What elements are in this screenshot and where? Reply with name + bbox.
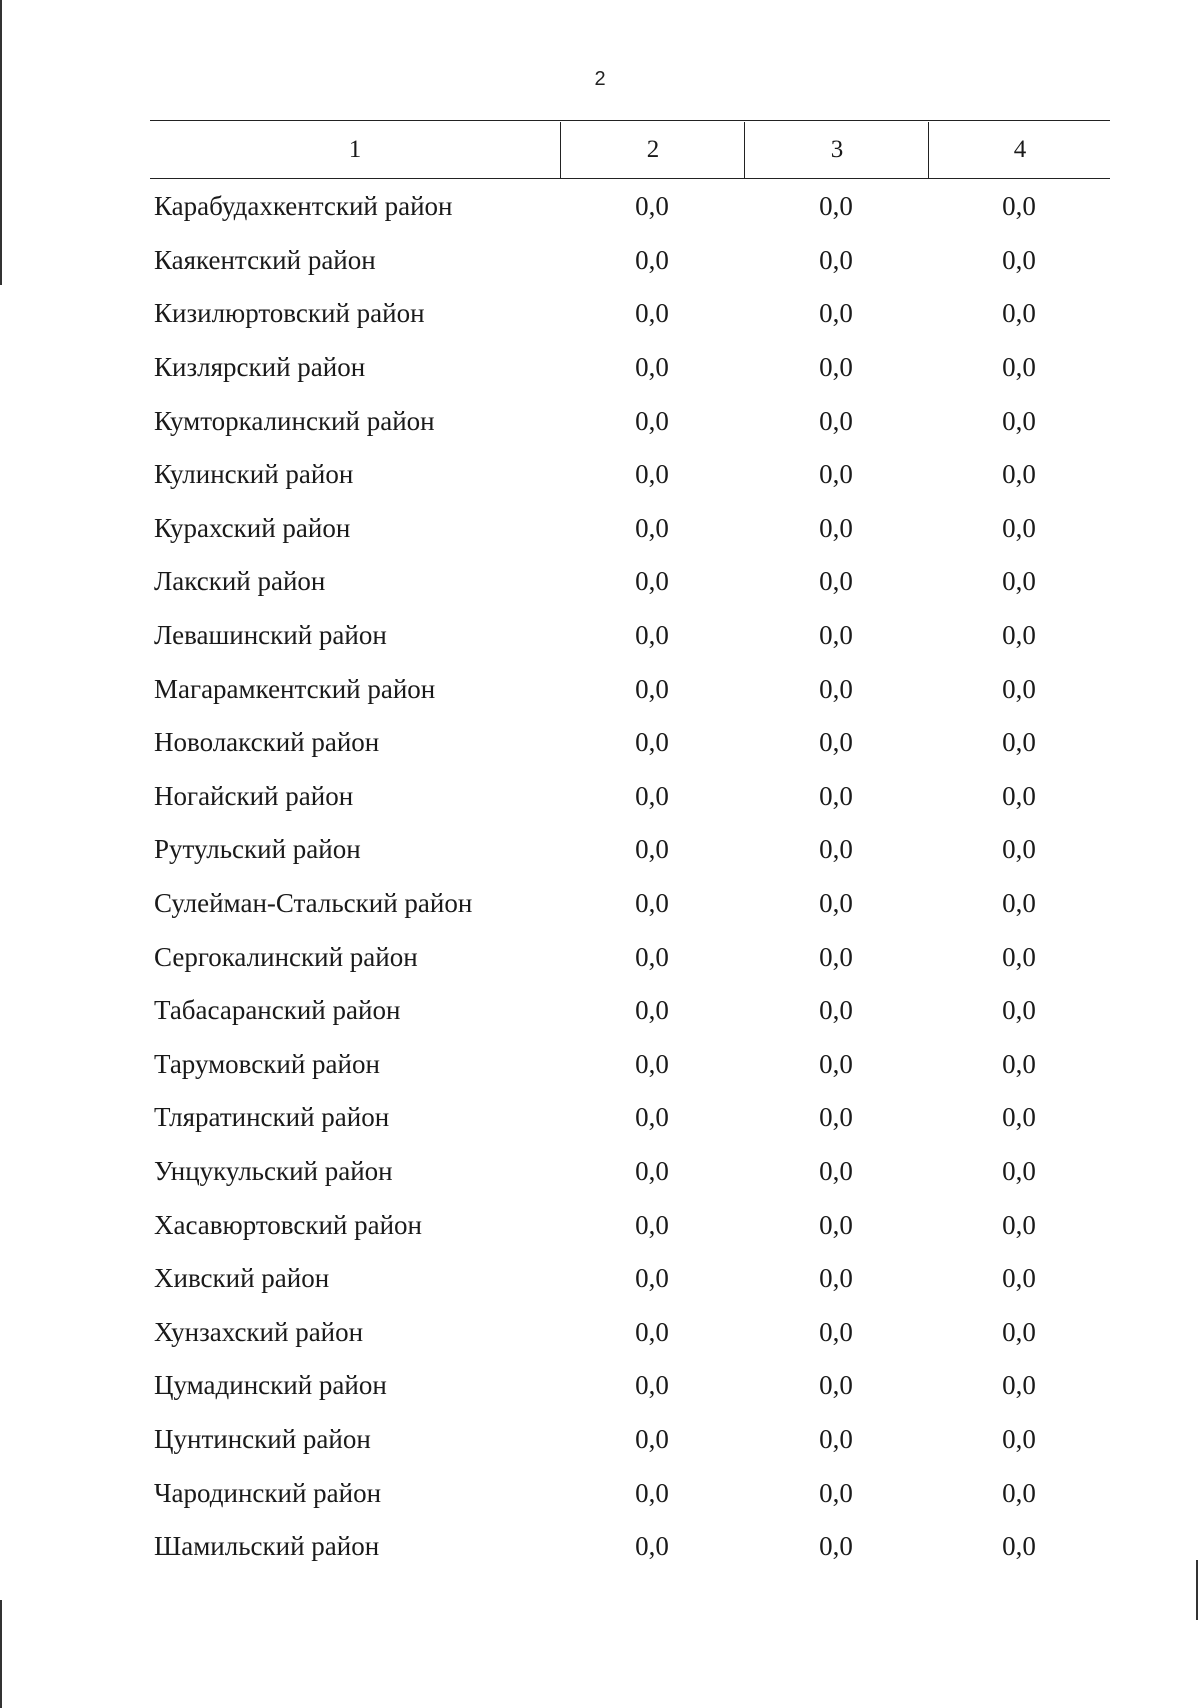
table-row — [150, 234, 1110, 288]
table-row — [150, 1198, 1110, 1252]
value-cell-col3: 0,0 — [819, 995, 853, 1026]
table-row — [150, 1466, 1110, 1520]
table-header-cell-2: 2 — [560, 122, 745, 178]
value-cell-col2: 0,0 — [635, 298, 669, 329]
table-row — [150, 502, 1110, 556]
district-name-cell: Хасавюртовский район — [154, 1209, 423, 1240]
district-name-cell: Кизлярский район — [154, 352, 366, 383]
district-name-cell: Ногайский район — [154, 780, 354, 811]
value-cell-col4: 0,0 — [1002, 834, 1036, 865]
value-cell-col4: 0,0 — [1002, 888, 1036, 919]
value-cell-col4: 0,0 — [1002, 1423, 1036, 1454]
value-cell-col2: 0,0 — [635, 995, 669, 1026]
page-number: 2 — [594, 68, 606, 90]
value-cell-col2: 0,0 — [635, 1155, 669, 1186]
value-cell-col3: 0,0 — [819, 1155, 853, 1186]
value-cell-col4: 0,0 — [1002, 941, 1036, 972]
value-cell-col4: 0,0 — [1002, 1263, 1036, 1294]
value-cell-col4: 0,0 — [1002, 1370, 1036, 1401]
value-cell-col3: 0,0 — [819, 244, 853, 275]
value-cell-col4: 0,0 — [1002, 1155, 1036, 1186]
district-name-cell: Цунтинский район — [154, 1423, 371, 1454]
table-header-cell-1: 1 — [348, 136, 362, 163]
value-cell-col4: 0,0 — [1002, 298, 1036, 329]
table-row — [150, 1413, 1110, 1467]
district-name-cell: Сергокалинский район — [154, 941, 418, 972]
value-cell-col4: 0,0 — [1002, 244, 1036, 275]
scan-edge-mark — [1196, 1560, 1198, 1620]
district-name-cell: Шамильский район — [154, 1531, 380, 1562]
table-row — [150, 770, 1110, 824]
table-header-cell-3: 3 — [744, 122, 929, 178]
table-header-cell-4: 4 — [928, 122, 1111, 178]
district-name-cell: Тарумовский район — [154, 1048, 380, 1079]
value-cell-col3: 0,0 — [819, 888, 853, 919]
value-cell-col4: 0,0 — [1002, 1531, 1036, 1562]
value-cell-col3: 0,0 — [819, 780, 853, 811]
value-cell-col4: 0,0 — [1002, 727, 1036, 758]
value-cell-col4: 0,0 — [1002, 566, 1036, 597]
value-cell-col3: 0,0 — [819, 512, 853, 543]
district-name-cell: Каякентский район — [154, 244, 376, 275]
table-row — [150, 1145, 1110, 1199]
district-name-cell: Сулейман-Стальский район — [154, 888, 473, 919]
value-cell-col3: 0,0 — [819, 1531, 853, 1562]
value-cell-col3: 0,0 — [819, 191, 853, 222]
value-cell-col4: 0,0 — [1002, 1316, 1036, 1347]
district-name-cell: Новолакский район — [154, 727, 380, 758]
value-cell-col3: 0,0 — [819, 566, 853, 597]
value-cell-col2: 0,0 — [635, 834, 669, 865]
value-cell-col4: 0,0 — [1002, 459, 1036, 490]
table-row — [150, 341, 1110, 395]
value-cell-col2: 0,0 — [635, 191, 669, 222]
table-row — [150, 180, 1110, 234]
value-cell-col3: 0,0 — [819, 834, 853, 865]
value-cell-col2: 0,0 — [635, 1316, 669, 1347]
district-name-cell: Хунзахский район — [154, 1316, 364, 1347]
value-cell-col4: 0,0 — [1002, 191, 1036, 222]
value-cell-col4: 0,0 — [1002, 1477, 1036, 1508]
table-row — [150, 1091, 1110, 1145]
value-cell-col2: 0,0 — [635, 459, 669, 490]
value-cell-col2: 0,0 — [635, 1370, 669, 1401]
value-cell-col3: 0,0 — [819, 1263, 853, 1294]
value-cell-col4: 0,0 — [1002, 352, 1036, 383]
district-name-cell: Рутульский район — [154, 834, 361, 865]
value-cell-col2: 0,0 — [635, 620, 669, 651]
value-cell-col2: 0,0 — [635, 1477, 669, 1508]
value-cell-col4: 0,0 — [1002, 1048, 1036, 1079]
table-row — [150, 1359, 1110, 1413]
table-row — [150, 555, 1110, 609]
table-row — [150, 823, 1110, 877]
value-cell-col3: 0,0 — [819, 405, 853, 436]
value-cell-col2: 0,0 — [635, 352, 669, 383]
value-cell-col4: 0,0 — [1002, 1102, 1036, 1133]
value-cell-col4: 0,0 — [1002, 405, 1036, 436]
value-cell-col4: 0,0 — [1002, 620, 1036, 651]
value-cell-col2: 0,0 — [635, 1209, 669, 1240]
table-body — [150, 180, 1110, 1573]
value-cell-col2: 0,0 — [635, 673, 669, 704]
table-row — [150, 1252, 1110, 1306]
table-top-rule — [150, 120, 1110, 121]
district-name-cell: Хивский район — [154, 1263, 330, 1294]
value-cell-col2: 0,0 — [635, 888, 669, 919]
district-name-cell: Чародинский район — [154, 1477, 382, 1508]
district-name-cell: Магарамкентский район — [154, 673, 436, 704]
value-cell-col2: 0,0 — [635, 1423, 669, 1454]
district-name-cell: Левашинский район — [154, 620, 387, 651]
district-name-cell: Курахский район — [154, 512, 351, 543]
value-cell-col2: 0,0 — [635, 1048, 669, 1079]
value-cell-col4: 0,0 — [1002, 995, 1036, 1026]
value-cell-col2: 0,0 — [635, 1263, 669, 1294]
scan-edge-mark — [0, 1600, 2, 1708]
value-cell-col2: 0,0 — [635, 1531, 669, 1562]
table-row — [150, 716, 1110, 770]
value-cell-col2: 0,0 — [635, 727, 669, 758]
value-cell-col4: 0,0 — [1002, 673, 1036, 704]
district-name-cell: Кулинский район — [154, 459, 354, 490]
district-name-cell: Лакский район — [154, 566, 326, 597]
district-name-cell: Унцукульский район — [154, 1155, 393, 1186]
district-name-cell: Карабудахкентский район — [154, 191, 453, 222]
value-cell-col2: 0,0 — [635, 405, 669, 436]
value-cell-col2: 0,0 — [635, 780, 669, 811]
value-cell-col3: 0,0 — [819, 727, 853, 758]
value-cell-col3: 0,0 — [819, 1048, 853, 1079]
value-cell-col2: 0,0 — [635, 512, 669, 543]
value-cell-col3: 0,0 — [819, 1102, 853, 1133]
value-cell-col4: 0,0 — [1002, 1209, 1036, 1240]
table-row — [150, 877, 1110, 931]
table-row — [150, 448, 1110, 502]
table-row — [150, 287, 1110, 341]
value-cell-col2: 0,0 — [635, 1102, 669, 1133]
value-cell-col3: 0,0 — [819, 298, 853, 329]
value-cell-col3: 0,0 — [819, 1316, 853, 1347]
table-row — [150, 1305, 1110, 1359]
district-name-cell: Кумторкалинский район — [154, 405, 435, 436]
value-cell-col3: 0,0 — [819, 1423, 853, 1454]
value-cell-col2: 0,0 — [635, 941, 669, 972]
value-cell-col3: 0,0 — [819, 1370, 853, 1401]
value-cell-col4: 0,0 — [1002, 780, 1036, 811]
value-cell-col2: 0,0 — [635, 566, 669, 597]
value-cell-col3: 0,0 — [819, 1209, 853, 1240]
table-row — [150, 394, 1110, 448]
value-cell-col3: 0,0 — [819, 620, 853, 651]
table-row — [150, 609, 1110, 663]
district-name-cell: Цумадинский район — [154, 1370, 387, 1401]
table-row — [150, 1038, 1110, 1092]
value-cell-col3: 0,0 — [819, 352, 853, 383]
value-cell-col3: 0,0 — [819, 673, 853, 704]
table-row — [150, 930, 1110, 984]
value-cell-col3: 0,0 — [819, 1477, 853, 1508]
district-name-cell: Табасаранский район — [154, 995, 401, 1026]
district-name-cell: Тляратинский район — [154, 1102, 390, 1133]
value-cell-col3: 0,0 — [819, 941, 853, 972]
table-row — [150, 984, 1110, 1038]
scan-edge-mark — [0, 0, 2, 285]
value-cell-col4: 0,0 — [1002, 512, 1036, 543]
district-name-cell: Кизилюртовский район — [154, 298, 425, 329]
value-cell-col2: 0,0 — [635, 244, 669, 275]
table-row — [150, 662, 1110, 716]
value-cell-col3: 0,0 — [819, 459, 853, 490]
table-header-row — [150, 122, 1110, 179]
table-row — [150, 1520, 1110, 1574]
